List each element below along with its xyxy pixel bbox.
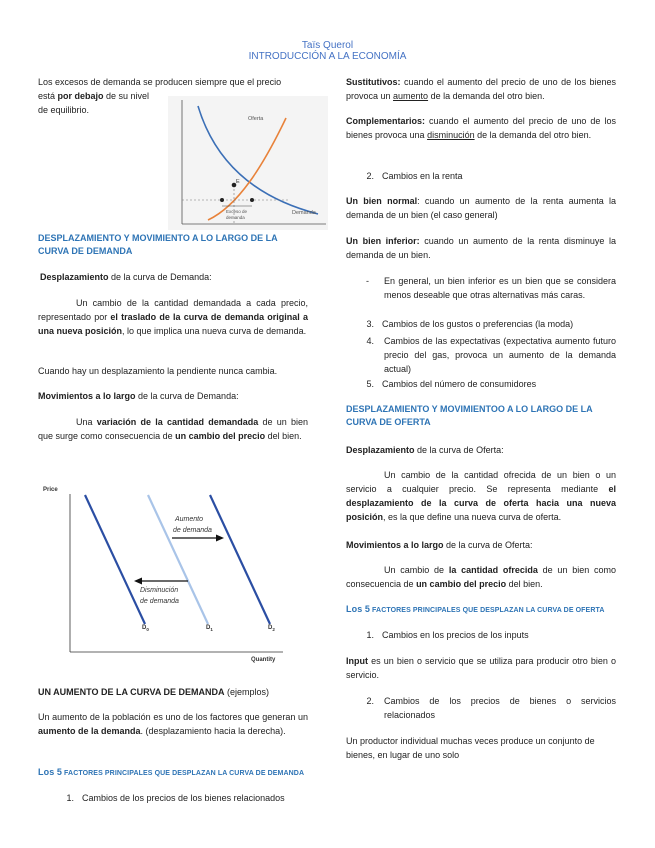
- paragraph-poblacion: [38, 710, 308, 738]
- disminucion-label: de demanda: [140, 598, 179, 605]
- text: del bien.: [506, 579, 543, 589]
- arrow-head-icon: [134, 578, 142, 585]
- author-name: Taïs Querol: [301, 40, 354, 51]
- bold-text: Movimientos a lo largo: [346, 540, 444, 550]
- text: Los excesos de demanda se producen siempre que el precio: [38, 77, 282, 87]
- bold-text: Movimientos a lo largo: [38, 391, 136, 401]
- demand-curve-d0: [85, 495, 145, 624]
- bold-text: UN AUMENTO DE LA CURVA DE DEMANDA: [38, 687, 225, 697]
- paragraph-desplazamiento-oferta: [346, 443, 616, 457]
- text: Los 5: [38, 767, 63, 777]
- bold-text: un cambio del precio: [175, 431, 266, 441]
- list-item: [338, 169, 618, 183]
- demand-curve-d2: [210, 495, 270, 624]
- bold-text: Sustitutivos:: [346, 77, 401, 87]
- text: de equilibrio.: [38, 105, 90, 115]
- bold-text: Complementarios:: [346, 116, 426, 126]
- text: FACTORES PRINCIPALES QUE DESPLAZAN LA CURVA DE OFERTA: [370, 607, 605, 614]
- d0-letter: D: [142, 625, 147, 631]
- list-number: 2.: [366, 696, 374, 706]
- list-item: [338, 334, 618, 376]
- text: Cambios del número de consumidores: [382, 379, 537, 389]
- heading-aumento-curva: [38, 685, 310, 699]
- paragraph-bien-normal: [346, 194, 616, 222]
- bold-text: la cantidad ofrecida: [448, 565, 538, 575]
- list-bullet: -: [366, 276, 369, 286]
- text: , es la que define una nueva curva de oferta.: [383, 512, 562, 522]
- text: de un bien que surge como consecuencia de: [38, 417, 308, 441]
- arrow-head-icon: [216, 535, 224, 542]
- bold-text: Un bien inferior:: [346, 236, 420, 246]
- text: Cambios de las expectativas (expectativa aumento futuro precio del gas, provoca un aumento de la demanda actual): [384, 336, 616, 374]
- underlined-text: aumento: [393, 91, 429, 101]
- heading-5-factores-demanda: [38, 767, 313, 779]
- text: de un bien como consecuencia de: [346, 565, 616, 589]
- point: [250, 198, 254, 202]
- text: Cambios de los precios de bienes o servicios relacionados: [384, 696, 616, 720]
- price-axis-label: Price: [43, 487, 58, 493]
- equilibrium-label: E: [236, 179, 240, 185]
- paragraph-productor: Un productor individual muchas veces produce un conjunto de bienes, en lugar de uno solo: [346, 736, 595, 760]
- text: de la demanda del otro bien.: [428, 91, 545, 101]
- paragraph-cambio-cantidad: [38, 296, 308, 338]
- text: es un bien o servicio que se utiliza para producir otro bien o servicio.: [346, 656, 616, 680]
- paragraph-pendiente: Cuando hay un desplazamiento la pendiente nunca cambia.: [38, 366, 278, 376]
- bold-text: un cambio del precio: [416, 579, 507, 589]
- supply-demand-figure: [168, 96, 328, 230]
- list-item: [338, 317, 618, 331]
- text: FACTORES PRINCIPALES QUE DESPLAZAN LA CURVA DE DEMANDA: [62, 770, 305, 777]
- text: Cambios en los precios de los inputs: [382, 630, 529, 640]
- list-item: [338, 694, 618, 722]
- list-number: 1.: [366, 630, 374, 640]
- text: . (desplazamiento hacia la derecha).: [140, 726, 286, 736]
- text: de la curva de Oferta:: [414, 445, 504, 455]
- list-number: 3.: [366, 319, 374, 329]
- demand-shift-figure: [38, 482, 288, 668]
- paragraph-input: [346, 654, 616, 682]
- bold-text: por debajo: [57, 91, 104, 101]
- bold-text: Desplazamiento: [346, 445, 415, 455]
- list-number: 2.: [366, 171, 374, 181]
- text: del bien.: [265, 431, 302, 441]
- list-item: [38, 791, 313, 805]
- bold-text: el traslado de la curva de demanda original a una nueva posición: [38, 312, 308, 336]
- d1-subscript: 1: [210, 627, 213, 632]
- paragraph-desplazamiento: [40, 270, 310, 284]
- text: de la curva de Demanda:: [135, 391, 239, 401]
- section-heading-demanda: DESPLAZAMIENTO Y MOVIMIENTO A LO LARGO DE LA CURVA DE DEMANDA: [38, 233, 278, 256]
- heading-5-factores-oferta: [346, 604, 621, 616]
- list-number: 4.: [366, 336, 374, 346]
- text: cuando el aumento del precio de uno de los bienes provoca un: [346, 77, 616, 101]
- text: Una: [76, 417, 97, 427]
- list-item: [338, 274, 618, 302]
- paragraph-bien-inferior: [346, 234, 616, 262]
- text: cuando un aumento de la renta disminuye la demanda de un bien.: [346, 236, 617, 260]
- text: (ejemplos): [224, 687, 270, 697]
- list-item: [338, 628, 618, 642]
- text: Los 5: [346, 604, 371, 614]
- paragraph-movimientos: [38, 389, 308, 403]
- bold-text: el desplazamiento de la curva de oferta hacia una nueva posición: [346, 484, 616, 522]
- list-number: 1.: [66, 793, 74, 803]
- text: de su nivel: [103, 91, 150, 101]
- text: Un cambio de la cantidad demandada a cada precio, representado por: [38, 298, 308, 322]
- text: Cambios en la renta: [382, 171, 463, 181]
- paragraph-movimientos-oferta: [346, 538, 616, 552]
- aumento-label: Aumento: [175, 516, 204, 523]
- text: Un cambio de: [384, 565, 449, 575]
- bold-text: aumento de la demanda: [38, 726, 141, 736]
- text: cuando el aumento del precio de uno de los bienes provoca una: [346, 116, 616, 140]
- bold-text: Desplazamiento: [40, 272, 109, 282]
- d2-label: [268, 625, 275, 632]
- paragraph-cantidad-ofrecida: [346, 563, 616, 591]
- section-heading-oferta: DESPLAZAMIENTO Y MOVIMIENTOO A LO LARGO DE LA CURVA DE OFERTA: [346, 404, 593, 427]
- text: de la demanda del otro bien.: [474, 130, 592, 140]
- list-item: [338, 377, 618, 391]
- d0-subscript: 0: [146, 627, 149, 632]
- paragraph-variacion: [38, 415, 308, 443]
- paragraph-cambio-oferta: [346, 468, 616, 524]
- d1-label: [206, 625, 213, 632]
- quantity-axis-label: Quantity: [251, 657, 276, 663]
- text: de la curva de Demanda:: [108, 272, 212, 282]
- exceso-label: demanda: [226, 215, 245, 220]
- text: Cambios de los precios de los bienes relacionados: [82, 793, 285, 803]
- supply-label: Oferta: [248, 116, 264, 122]
- text: está: [38, 91, 58, 101]
- underlined-text: disminución: [427, 130, 475, 140]
- text: En general, un bien inferior es un bien que se considera menos deseable que otras alternativas más caras.: [384, 276, 616, 300]
- d2-subscript: 2: [272, 627, 275, 632]
- bold-text: Input: [346, 656, 368, 666]
- text: Un aumento de la población es uno de los factores que generan un: [38, 712, 308, 722]
- text: Cambios de los gustos o preferencias (la moda): [382, 319, 574, 329]
- document-title: INTRODUCCIÓN A LA ECONOMÍA: [248, 51, 407, 62]
- list-number: 5.: [366, 379, 374, 389]
- bold-text: variación de la cantidad demandada: [96, 417, 259, 427]
- text: Un cambio de la cantidad ofrecida de un bien o un servicio a cualquier precio. Se representa mediante: [346, 470, 616, 494]
- d0-label: [142, 625, 149, 632]
- d1-letter: D: [206, 625, 211, 631]
- paragraph-complementarios: [346, 114, 616, 142]
- text: , lo que implica una nueva curva de demanda.: [122, 326, 307, 336]
- paragraph-sustitutivos: [346, 75, 616, 103]
- d2-letter: D: [268, 625, 273, 631]
- disminucion-label: Disminución: [140, 587, 179, 594]
- demand-label: Demanda: [292, 210, 316, 216]
- text: de la curva de Oferta:: [443, 540, 533, 550]
- text: : cuando un aumento de la renta aumenta la demanda de un bien (el caso general): [346, 196, 616, 220]
- point: [220, 198, 224, 202]
- aumento-label: de demanda: [173, 527, 212, 534]
- bold-text: Un bien normal: [346, 196, 418, 206]
- exceso-label: Exceso de: [226, 209, 248, 214]
